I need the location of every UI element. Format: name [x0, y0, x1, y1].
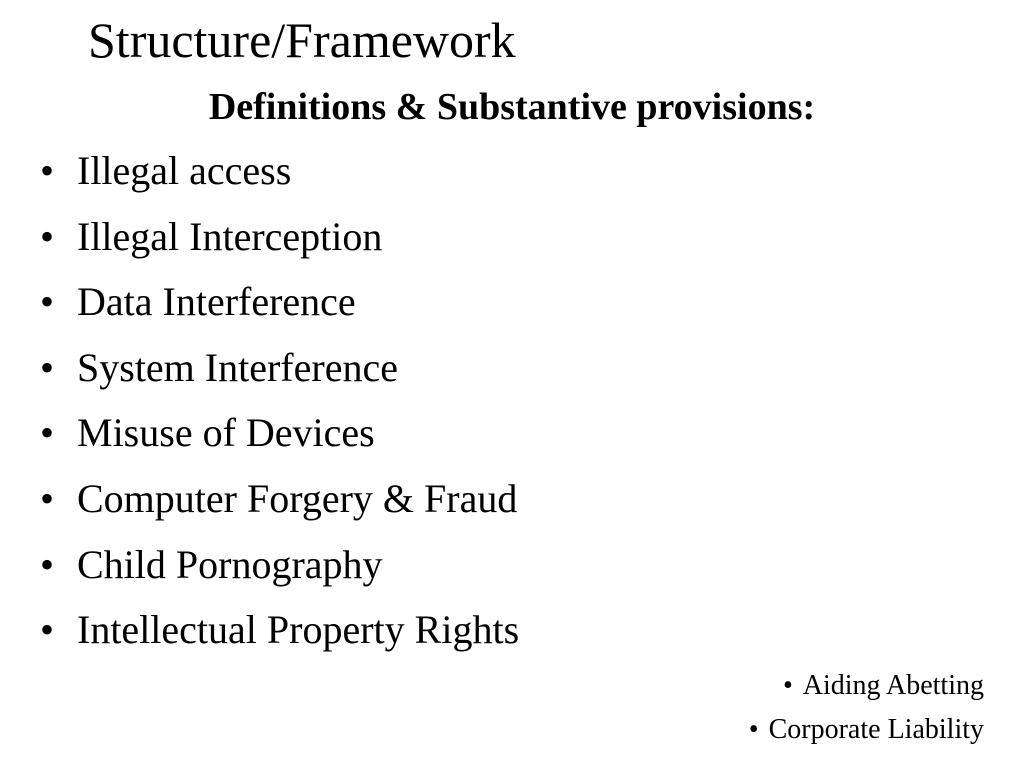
list-item [40, 539, 519, 605]
bullet-icon: • [40, 279, 55, 325]
bullet-icon: • [782, 670, 793, 701]
bullet-icon: • [40, 213, 55, 259]
list-item-label: Illegal access [77, 148, 292, 193]
bullet-icon: • [40, 410, 55, 456]
list-item [40, 473, 519, 539]
list-item [40, 604, 519, 670]
slide-subtitle: Definitions & Substantive provisions: [208, 86, 816, 128]
bullet-icon: • [40, 148, 55, 193]
main-bullet-list [40, 145, 519, 670]
list-item [40, 145, 519, 211]
bullet-icon: • [40, 607, 55, 653]
list-item-label: Computer Forgery & Fraud [77, 475, 518, 521]
bullet-icon: • [40, 541, 55, 587]
list-item-label: Misuse of Devices [77, 410, 375, 456]
list-item [40, 211, 519, 277]
list-item-label: Intellectual Property Rights [77, 607, 520, 653]
list-item [749, 708, 984, 752]
list-item [749, 664, 984, 708]
list-item [40, 276, 519, 342]
list-item-label: Illegal Interception [77, 213, 383, 259]
list-item [40, 342, 519, 408]
list-item [40, 407, 519, 473]
bullet-icon: • [40, 344, 55, 390]
secondary-bullet-list [749, 664, 984, 752]
list-item-label: Child Pornography [77, 541, 383, 587]
list-item-label: Aiding Abetting [802, 670, 984, 701]
slide-title: Structure/Framework [88, 12, 516, 68]
list-item-label: Data Interference [77, 279, 356, 325]
bullet-icon: • [40, 475, 55, 521]
bullet-icon: • [748, 714, 759, 745]
list-item-label: System Interference [77, 344, 398, 390]
list-item-label: Corporate Liability [768, 714, 984, 745]
